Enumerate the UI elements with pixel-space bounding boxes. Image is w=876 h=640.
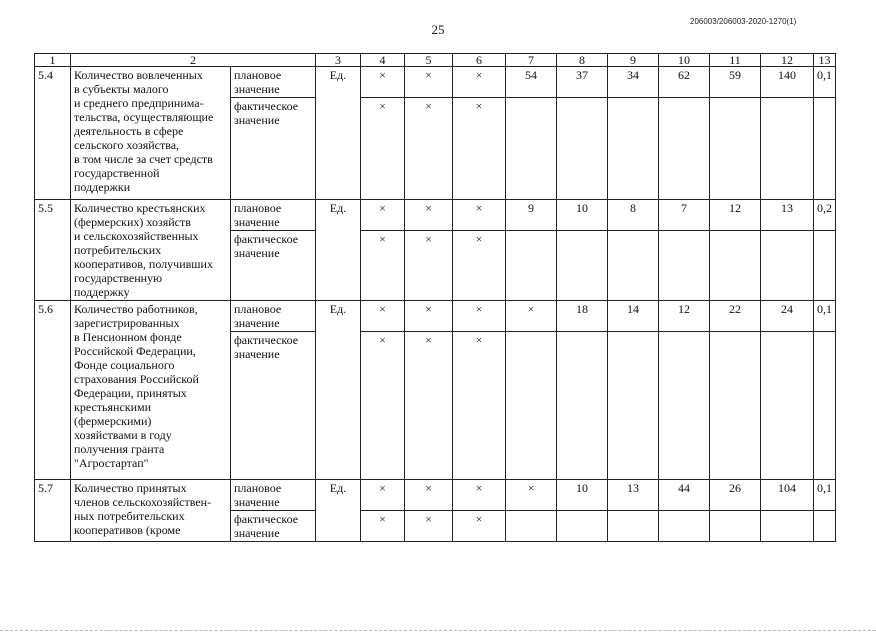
column-number: 1 — [35, 54, 71, 67]
plan-value-cell: 140 — [761, 67, 814, 98]
plan-value-cell: 104 — [761, 480, 814, 511]
plan-value-cell: 12 — [710, 200, 761, 231]
plan-value-cell: 37 — [557, 67, 608, 98]
indicator-name: Количество вовлеченных в субъекты малого и среднего предпринима- тельства, осуществляющие деятельность в сфере сельского хозяйства, в том числе за счет средств государственной поддержки — [71, 67, 231, 200]
plan-value-cell: × — [405, 200, 453, 231]
fact-value-cell — [761, 231, 814, 301]
column-number: 2 — [71, 54, 316, 67]
fact-value-label: фактическое значение — [231, 332, 316, 480]
column-number: 11 — [710, 54, 761, 67]
unit-cell: Ед. — [316, 480, 361, 542]
fact-value-cell — [761, 332, 814, 480]
plan-value-cell: 0,1 — [814, 67, 836, 98]
fact-value-cell: × — [405, 231, 453, 301]
fact-value-cell — [506, 332, 557, 480]
plan-value-cell: 62 — [659, 67, 710, 98]
fact-value-cell: × — [453, 98, 506, 200]
fact-value-cell: × — [405, 511, 453, 542]
plan-value-cell: 0,1 — [814, 301, 836, 332]
plan-value-cell: × — [361, 67, 405, 98]
column-number: 10 — [659, 54, 710, 67]
plan-value-cell: 12 — [659, 301, 710, 332]
plan-value-cell: × — [405, 67, 453, 98]
fact-value-cell: × — [405, 332, 453, 480]
plan-value-cell: 24 — [761, 301, 814, 332]
plan-value-cell: 13 — [761, 200, 814, 231]
plan-value-cell: 14 — [608, 301, 659, 332]
indicator-name: Количество принятых членов сельскохозяйствен- ных потребительских кооперативов (кроме — [71, 480, 231, 542]
fact-value-cell — [608, 231, 659, 301]
fact-value-cell — [557, 332, 608, 480]
plan-value-cell: × — [453, 67, 506, 98]
indicator-row-plan — [35, 480, 836, 511]
fact-value-cell — [557, 511, 608, 542]
fact-value-cell — [608, 98, 659, 200]
column-number: 13 — [814, 54, 836, 67]
plan-value-cell: × — [361, 200, 405, 231]
fact-value-cell — [608, 332, 659, 480]
fact-value-cell — [710, 231, 761, 301]
plan-value-cell: 0,1 — [814, 480, 836, 511]
indicators-table — [34, 53, 836, 542]
fact-value-cell — [761, 98, 814, 200]
column-number: 9 — [608, 54, 659, 67]
plan-value-cell: 7 — [659, 200, 710, 231]
plan-value-cell: 26 — [710, 480, 761, 511]
plan-value-label: плановое значение — [231, 67, 316, 98]
fact-value-cell — [506, 231, 557, 301]
fact-value-cell — [659, 511, 710, 542]
indicator-id: 5.6 — [35, 301, 71, 480]
indicator-id: 5.5 — [35, 200, 71, 301]
fact-value-cell: × — [453, 332, 506, 480]
fact-value-cell — [557, 231, 608, 301]
fact-value-label: фактическое значение — [231, 231, 316, 301]
fact-value-cell: × — [361, 332, 405, 480]
fact-value-cell: × — [361, 98, 405, 200]
plan-value-cell: 9 — [506, 200, 557, 231]
indicator-name: Количество крестьянских (фермерских) хозяйств и сельскохозяйственных потребительских кооперативов, получивших государственную поддержку — [71, 200, 231, 301]
fact-value-cell — [814, 332, 836, 480]
page-number: 25 — [431, 22, 445, 37]
plan-value-cell: × — [405, 301, 453, 332]
fact-value-cell — [506, 511, 557, 542]
plan-value-cell: 0,2 — [814, 200, 836, 231]
fact-value-cell — [710, 332, 761, 480]
fact-value-cell — [814, 231, 836, 301]
indicator-row-plan — [35, 301, 836, 332]
indicator-row-plan — [35, 200, 836, 231]
plan-value-label: плановое значение — [231, 200, 316, 231]
plan-value-cell: × — [453, 301, 506, 332]
plan-value-cell: 34 — [608, 67, 659, 98]
fact-value-cell — [710, 511, 761, 542]
fact-value-cell: × — [361, 511, 405, 542]
column-number: 3 — [316, 54, 361, 67]
indicator-name: Количество работников, зарегистрированных в Пенсионном фонде Российской Федерации, Фонде социального страхования Российской Федерации, принятых крестьянскими (фермерскими) хозяйствами в году получения гранта "Агростартап" — [71, 301, 231, 480]
plan-value-cell: 44 — [659, 480, 710, 511]
plan-value-cell: × — [405, 480, 453, 511]
plan-value-cell: 13 — [608, 480, 659, 511]
fact-value-cell: × — [361, 231, 405, 301]
fact-value-cell — [659, 332, 710, 480]
plan-value-cell: × — [453, 480, 506, 511]
column-number: 8 — [557, 54, 608, 67]
plan-value-cell: × — [361, 301, 405, 332]
column-number-row — [35, 54, 836, 67]
fact-value-cell — [659, 231, 710, 301]
fact-value-cell — [814, 98, 836, 200]
fact-value-cell — [761, 511, 814, 542]
column-number: 12 — [761, 54, 814, 67]
fact-value-cell — [608, 511, 659, 542]
plan-value-cell: 54 — [506, 67, 557, 98]
fact-value-cell — [557, 98, 608, 200]
column-number: 4 — [361, 54, 405, 67]
plan-value-cell: 18 — [557, 301, 608, 332]
page-bottom-edge — [0, 630, 876, 631]
column-number: 7 — [506, 54, 557, 67]
unit-cell: Ед. — [316, 200, 361, 301]
fact-value-cell: × — [405, 98, 453, 200]
plan-value-cell: 10 — [557, 480, 608, 511]
plan-value-cell: × — [506, 301, 557, 332]
document-code: 206003/206003-2020-1270(1) — [690, 17, 797, 26]
plan-value-label: плановое значение — [231, 301, 316, 332]
plan-value-cell: × — [453, 200, 506, 231]
fact-value-cell — [506, 98, 557, 200]
fact-value-cell — [710, 98, 761, 200]
unit-cell: Ед. — [316, 67, 361, 200]
column-number: 5 — [405, 54, 453, 67]
indicator-id: 5.7 — [35, 480, 71, 542]
fact-value-label: фактическое значение — [231, 511, 316, 542]
column-number: 6 — [453, 54, 506, 67]
indicator-row-plan — [35, 67, 836, 98]
fact-value-cell — [659, 98, 710, 200]
fact-value-cell: × — [453, 511, 506, 542]
indicator-id: 5.4 — [35, 67, 71, 200]
plan-value-label: плановое значение — [231, 480, 316, 511]
plan-value-cell: 8 — [608, 200, 659, 231]
fact-value-label: фактическое значение — [231, 98, 316, 200]
plan-value-cell: × — [506, 480, 557, 511]
fact-value-cell: × — [453, 231, 506, 301]
plan-value-cell: 22 — [710, 301, 761, 332]
plan-value-cell: 10 — [557, 200, 608, 231]
plan-value-cell: × — [361, 480, 405, 511]
plan-value-cell: 59 — [710, 67, 761, 98]
unit-cell: Ед. — [316, 301, 361, 480]
fact-value-cell — [814, 511, 836, 542]
